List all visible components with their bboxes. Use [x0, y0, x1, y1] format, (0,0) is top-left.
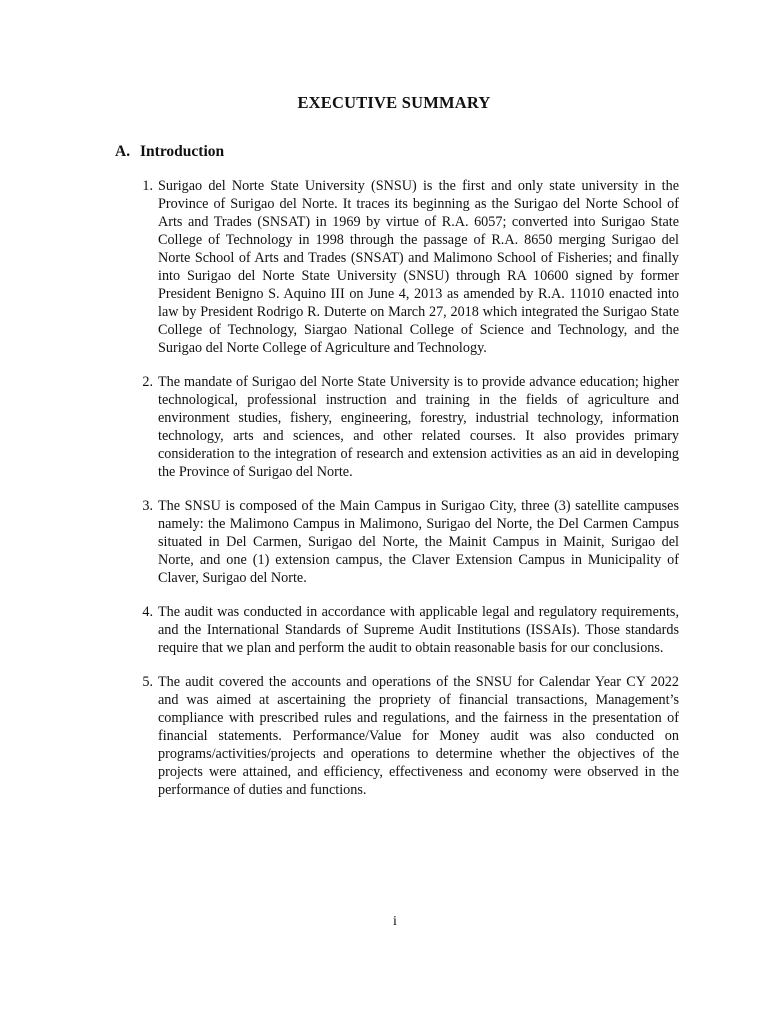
section-heading-text: Introduction — [140, 143, 225, 160]
item-text: The mandate of Surigao del Norte State University is to provide advance education; higher technological, professional instruction and training in the fields of agriculture and environment studies, fishery, engineering, forestry, industrial technology, information technology, arts and sciences, and other related courses. It also provides primary consideration to the integration of research and extension activities as an aid in developing the Province of Surigao del Norte. — [158, 374, 679, 480]
page-number: i — [393, 914, 397, 929]
item-text: The audit was conducted in accordance with applicable legal and regulatory requirements, and the International Standards of Supreme Audit Institutions (ISSAIs). Those standards require that we plan and perform the audit to obtain reasonable basis for our conclusions. — [158, 604, 679, 656]
list-item — [131, 177, 679, 357]
section-heading — [115, 143, 224, 161]
item-number: 5. — [142, 674, 153, 690]
list-item — [131, 603, 679, 657]
document-title: EXECUTIVE SUMMARY — [297, 93, 491, 112]
item-number: 4. — [142, 604, 153, 620]
section-letter: A. — [115, 143, 131, 160]
list-item — [131, 497, 679, 587]
item-number: 2. — [142, 374, 153, 390]
list-item — [131, 673, 679, 799]
list-item — [131, 373, 679, 481]
item-text: The audit covered the accounts and operations of the SNSU for Calendar Year CY 2022 and was aimed at ascertaining the propriety of financial transactions, Management’s compliance with prescribed rules and regulations, and the fairness in the presentation of financial statements. Performance/Value for Money audit was also conducted on programs/activities/projects and operations to determine whether the objectives of the projects were attained, and efficiency, effectiveness and economy were observed in the performance of duties and functions. — [158, 674, 679, 798]
item-text: The SNSU is composed of the Main Campus in Surigao City, three (3) satellite campuses namely: the Malimono Campus in Malimono, Surigao del Norte, the Del Carmen Campus situated in Del Carmen, Surigao del Norte, the Mainit Campus in Mainit, Surigao del Norte, and one (1) extension campus, the Claver Extension Campus in Municipality of Claver, Surigao del Norte. — [158, 498, 679, 586]
item-number: 1. — [142, 178, 153, 194]
numbered-paragraph-list — [131, 177, 679, 815]
item-number: 3. — [142, 498, 153, 514]
item-text: Surigao del Norte State University (SNSU) is the first and only state university in the Province of Surigao del Norte. It traces its beginning as the Surigao del Norte School of Arts and Trades (SNSAT) in 1969 by virtue of R.A. 6057; converted into Surigao State College of Technology in 1998 through the passage of R.A. 8650 merging Surigao del Norte School of Arts and Trades (SNSAT) and Malimono School of Fisheries; and finally into Surigao del Norte State University (SNSU) through RA 10600 signed by former President Benigno S. Aquino III on June 4, 2013 as amended by R.A. 11010 enacted into law by President Rodrigo R. Duterte on March 27, 2018 which integrated the Surigao State College of Technology, Siargao National College of Science and Technology, and the Surigao del Norte College of Agriculture and Technology. — [158, 178, 679, 356]
